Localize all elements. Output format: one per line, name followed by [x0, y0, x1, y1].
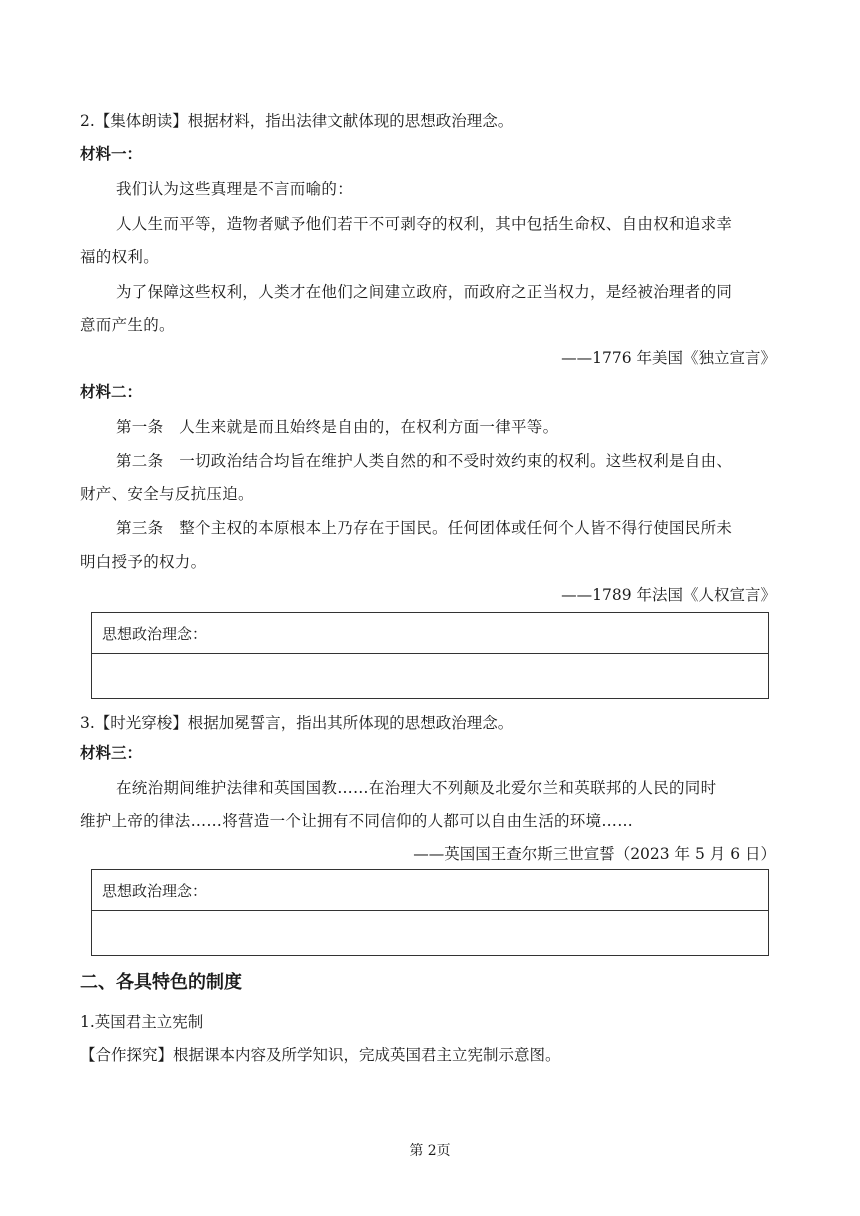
material-1-line: 人人生而平等，造物者赋予他们若干不可剥夺的权利，其中包括生命权、自由权和追求幸	[116, 215, 733, 233]
subsection-title: 1.英国君主立宪制	[80, 1013, 204, 1031]
section-heading: 二、各具特色的制度	[80, 972, 242, 993]
material-2-line: 第二条 一切政治结合均旨在维护人类自然的和不受时效约束的权利。这些权利是自由、	[116, 452, 733, 470]
material-2-label: 材料二：	[80, 383, 143, 401]
material-1-source: ——1776 年美国《独立宣言》	[561, 349, 776, 367]
material-3-line: 在统治期间维护法律和英国国教……在治理大不列颠及北爱尔兰和英联邦的人民的同时	[116, 779, 717, 797]
material-3-label: 材料三：	[80, 744, 143, 762]
answer-box-label: 思想政治理念：	[92, 613, 768, 654]
material-1-line: 意而产生的。	[80, 316, 175, 334]
answer-area-q3[interactable]	[92, 911, 768, 955]
material-2-line: 第三条 整个主权的本原根本上乃存在于国民。任何团体或任何个人皆不得行使国民所未	[116, 519, 733, 537]
material-1-line: 为了保障这些权利，人类才在他们之间建立政府，而政府之正当权力，是经被治理者的同	[116, 283, 733, 301]
task-prompt: 【合作探究】根据课本内容及所学知识，完成英国君主立宪制示意图。	[80, 1046, 561, 1064]
material-1-label: 材料一：	[80, 145, 143, 163]
material-1-line: 福的权利。	[80, 248, 160, 266]
material-1-line: 我们认为这些真理是不言而喻的：	[116, 180, 354, 198]
material-2-line: 财产、安全与反抗压迫。	[80, 485, 254, 503]
material-2-line: 第一条 人生来就是而且始终是自由的，在权利方面一律平等。	[116, 418, 559, 436]
material-3-source: ——英国国王查尔斯三世宣誓（2023 年 5 月 6 日）	[413, 845, 776, 863]
answer-box-q3	[91, 869, 769, 956]
page-number: 第 2页	[409, 1143, 451, 1159]
answer-box-q2	[91, 612, 769, 699]
q3-prompt: 3.【时光穿梭】根据加冕誓言，指出其所体现的思想政治理念。	[80, 714, 514, 732]
material-2-line: 明白授予的权力。	[80, 553, 207, 571]
material-3-line: 维护上帝的律法……将营造一个让拥有不同信仰的人都可以自由生活的环境……	[80, 812, 634, 830]
answer-box-label: 思想政治理念：	[92, 870, 768, 911]
q2-prompt: 2.【集体朗读】根据材料，指出法律文献体现的思想政治理念。	[80, 112, 514, 130]
answer-area-q2[interactable]	[92, 654, 768, 698]
material-2-source: ——1789 年法国《人权宣言》	[561, 586, 776, 604]
